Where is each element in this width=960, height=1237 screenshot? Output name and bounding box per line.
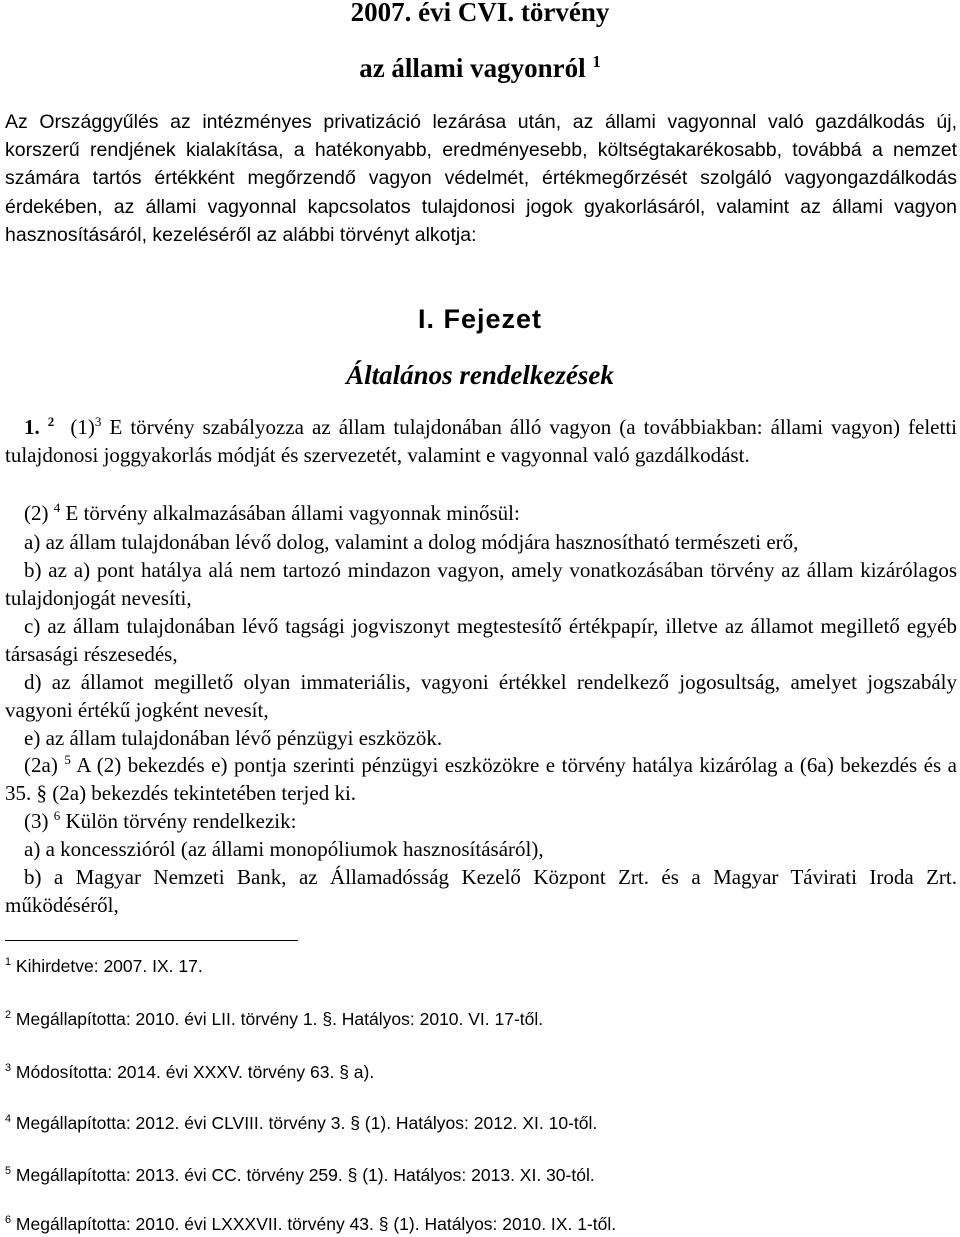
- footnote-text: Megállapította: 2010. évi LII. törvény 1. §. Hatályos: 2010. VI. 17-től.: [15, 1009, 544, 1029]
- paragraph-number: (1): [70, 415, 95, 439]
- law-number-heading: 2007. évi CVI. törvény: [350, 0, 610, 27]
- chapter-number: I. Fejezet: [417, 304, 543, 334]
- footnote-6: [5, 1212, 955, 1236]
- paragraph-text: Külön törvény rendelkezik:: [65, 809, 297, 833]
- section-label: 1.: [24, 415, 40, 439]
- section-1-paragraph-2a: [5, 752, 957, 807]
- list-item-text: b) az a) pont hatálya alá nem tartozó mindazon vagyon, amely vonatkozásában törvény az állam kizárólagos tulajdonjogát nevesíti,: [5, 558, 957, 610]
- footnote-number: 3: [5, 1062, 12, 1075]
- list-item-text: e) az állam tulajdonában lévő pénzügyi eszközök.: [24, 726, 443, 750]
- list-item-b: [5, 557, 957, 612]
- law-title-text: az állami vagyonról: [359, 53, 586, 83]
- footnote-1: [5, 954, 955, 978]
- footnote-ref-2[interactable]: 2: [47, 414, 55, 429]
- list-item-text: d) az államot megillető olyan immateriális, vagyoni értékkel rendelkező jogosultság, amelyet jogszabály vagyoni értékű jogként nevesít,: [5, 670, 957, 722]
- paragraph-text: A (2) bekezdés e) pontja szerinti pénzügyi eszközökre e törvény hatálya kizárólag a (6a) bekezdés és a 35. § (2a) bekezdés tekintetében terjed ki.: [5, 753, 957, 805]
- footnote-number: 5: [5, 1165, 12, 1178]
- footnote-separator: [5, 940, 298, 941]
- footnote-text: Megállapította: 2013. évi CC. törvény 259. § (1). Hatályos: 2013. XI. 30-tól.: [15, 1165, 595, 1185]
- footnote-text: Megállapította: 2010. évi LXXXVII. törvény 43. § (1). Hatályos: 2010. IX. 1-től.: [15, 1214, 617, 1234]
- footnote-text: Módosította: 2014. évi XXXV. törvény 63. § a).: [15, 1062, 375, 1082]
- section-1-paragraph-3: [5, 808, 957, 836]
- footnote-number: 4: [5, 1113, 12, 1126]
- footnote-ref-6[interactable]: 6: [53, 808, 61, 823]
- list-item-e: [5, 725, 957, 753]
- footnote-5: [5, 1163, 955, 1187]
- paragraph-number: (2a): [24, 753, 58, 777]
- list-item-text: a) az állam tulajdonában lévő dolog, valamint a dolog módjára hasznosítható természeti erő,: [24, 530, 799, 554]
- list-item-text: a) a koncesszióról (az állami monopóliumok hasznosításáról),: [24, 837, 544, 861]
- footnote-ref-5[interactable]: 5: [64, 752, 71, 767]
- footnote-4: [5, 1111, 955, 1135]
- section-1-paragraph-2: [5, 500, 957, 528]
- footnote-number: 6: [5, 1214, 12, 1227]
- section-1-paragraph-1: [5, 414, 957, 469]
- footnote-text: Megállapította: 2012. évi CLVIII. törvény 3. § (1). Hatályos: 2012. XI. 10-től.: [15, 1113, 598, 1133]
- list-item-text: c) az állam tulajdonában lévő tagsági jogviszonyt megtestesítő értékpapír, illetve az államot megillető egyéb társasági részesedés,: [5, 614, 957, 666]
- footnote-3: [5, 1060, 955, 1084]
- footnote-number: 2: [5, 1009, 12, 1022]
- paragraph-text: E törvény alkalmazásában állami vagyonnak minősül:: [65, 501, 520, 525]
- list-item-3a: [5, 836, 957, 864]
- paragraph-number: (3): [24, 809, 49, 833]
- footnote-number: 1: [5, 956, 12, 969]
- footnote-ref-3[interactable]: 3: [94, 414, 102, 429]
- list-item-text: b) a Magyar Nemzeti Bank, az Államadósság Kezelő Központ Zrt. és a Magyar Távirati Iroda Zrt. működéséről,: [5, 865, 957, 917]
- footnote-ref-1[interactable]: 1: [592, 52, 601, 71]
- preamble-paragraph: Az Országgyűlés az intézményes privatizáció lezárása után, az állami vagyonnal való gazdálkodás új, korszerű rendjének kialakítása, a hatékonyabb, eredményesebb, költségtakarékosabb, továbbá a nemzet számára tartós értékként megőrzendő vagyon védelmét, értékmegőrzését szolgáló vagyongazdálkodás érdekében, az állami vagyonnal kapcsolatos tulajdonosi jogok gyakorlásáról, valamint az állami vagyon hasznosításáról, kezeléséről az alábbi törvényt alkotja:: [5, 111, 957, 246]
- law-title-heading: [0, 50, 960, 86]
- footnote-text: Kihirdetve: 2007. IX. 17.: [15, 956, 203, 976]
- chapter-title: Általános rendelkezések: [346, 360, 614, 390]
- list-item-c: [5, 613, 957, 668]
- footnote-2: [5, 1007, 955, 1031]
- list-item-a: [5, 529, 957, 557]
- list-item-3b: [5, 864, 957, 919]
- paragraph-number: (2): [24, 501, 49, 525]
- footnote-ref-4[interactable]: 4: [53, 500, 61, 515]
- list-item-d: [5, 669, 957, 724]
- paragraph-text: E törvény szabályozza az állam tulajdonában álló vagyon (a továbbiakban: állami vagyon) feletti tulajdonosi joggyakorlás módját és szervezetét, valamint e vagyonnal való gazdálkodást.: [5, 415, 958, 467]
